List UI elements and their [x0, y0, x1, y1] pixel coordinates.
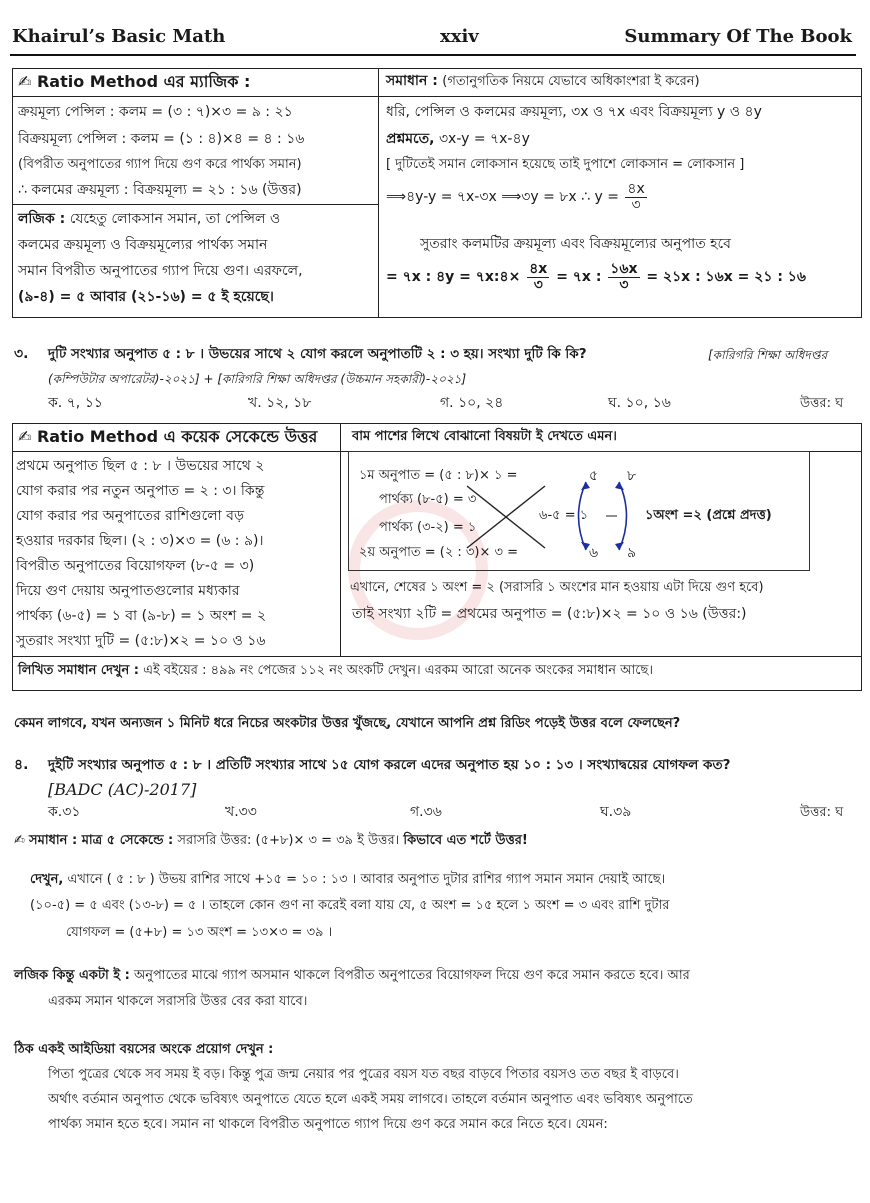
box1-logic-rule	[12, 204, 379, 205]
q4-option-d: ঘ.৩৯	[600, 804, 632, 820]
box2-left-line-4: হওয়ার দরকার ছিল। (২ : ৩)×৩ = (৬ : ৯)।	[16, 533, 264, 549]
box1-left-title: ✍ Ratio Method এর ম্যাজিক :	[18, 72, 251, 91]
logic-line-3: সমান বিপরীত অনুপাতের গ্যাপ দিয়ে গুণ। এরফলে,	[18, 263, 303, 279]
box2-left-line-8: সুতরাং সংখ্যা দুটি = (৫:৮)×২ = ১০ ও ১৬	[16, 633, 266, 649]
box1-right-line-5: সুতরাং কলমটির ক্রয়মূল্য এবং বিক্রয়মূল্যের অনুপাত হবে	[420, 236, 731, 252]
diagram-ratio-2: ২য় অনুপাত = (২ : ৩)× ৩ =	[359, 545, 518, 560]
box2-right-line-2: তাই সংখ্যা ২টি = প্রথমের অনুপাত = (৫:৮)×২ = ১০ ও ১৬ (উত্তর:)	[352, 606, 747, 622]
box1-divider	[378, 68, 379, 318]
box2-left-line-5: বিপরীত অনুপাতের বিয়োগফল (৮-৫ = ৩)	[16, 558, 255, 574]
page-header	[10, 24, 856, 56]
box1-left-line-1: ক্রয়মূল্য পেন্সিল : কলম = (৩ : ৭)×৩ = ৯ : ২১	[18, 104, 293, 120]
diagram-b2: ৯	[627, 545, 637, 561]
logic-line-2: কলমের ক্রয়মূল্য ও বিক্রয়মূল্যের পার্থক্য সমান	[18, 237, 268, 253]
box1-right-line-4: ⟹৪y-y = ৭x-৩x ⟹৩y = ৮x ∴ y = $\frac{৪x}{৩}$	[386, 181, 645, 214]
diagram-diff-1: পার্থক্য (৮-৫) = ৩	[379, 492, 477, 507]
q4-text: দুইটি সংখ্যার অনুপাত ৫ : ৮ । প্রতিটি সংখ্যার সাথে ১৫ যোগ করলে এদের অনুপাত হয় ১০ : ১৩ । সংখ্যাদ্বয়ের যোগফল কত?	[48, 757, 731, 773]
box2-footer: লিখিত সমাধান দেখুন : এই বইয়ের : ৪৯৯ নং পেজের ১১২ নং অংকটি দেখুন। এরকম আরো অনেক অংকের সমাধান আছে।	[18, 663, 654, 678]
box2-left-line-7: পার্থক্য (৬-৫) = ১ বা (৯-৮) = ১ অংশ = ২	[16, 608, 267, 624]
box1-left-line-3: (বিপরীত অনুপাতের গ্যাপ দিয়ে গুণ করে পার্থক্য সমান)	[18, 157, 302, 172]
age-title: ঠিক একই আইডিয়া বয়সের অংকে প্রয়োগ দেখুন :	[14, 1042, 274, 1057]
q3-option-c: গ. ১০, ২৪	[440, 395, 504, 411]
box1-left-line-4: ∴ কলমের ক্রয়মূল্য : বিক্রয়মূল্য = ২১ : ১৬ (উত্তর)	[18, 182, 302, 198]
q3-option-b: খ. ১২, ১৮	[248, 395, 312, 411]
q3-answer: উত্তর: ঘ	[800, 396, 844, 411]
q4-option-b: খ.৩৩	[225, 804, 257, 820]
box1-left-line-2: বিক্রয়মূল্য পেন্সিল : কলম = (১ : ৪)×৪ = ৪ : ১৬	[18, 131, 305, 147]
logic-line-1: লজিক : যেহেতু লোকসান সমান, তা পেন্সিল ও	[18, 211, 281, 227]
q3-source-1: [কারিগরি শিক্ষা অধিদপ্তর	[708, 348, 828, 362]
logic-line-4: (৯-৪) = ৫ আবার (২১-১৬) = ৫ ই হয়েছে।	[18, 289, 274, 305]
logic2-line-2: এরকম সমান থাকলে সরাসরি উত্তর বের করা যাবে।	[48, 994, 308, 1009]
q4-option-c: গ.৩৬	[410, 804, 442, 820]
box2-right-line-1: এখানে, শেষের ১ অংশ = ২ (সরাসরি ১ অংশের মান হওয়ায় এটা দিয়ে গুণ হবে)	[350, 580, 764, 595]
q3-number: ৩.	[14, 346, 29, 362]
q3-option-a: ক. ৭, ১১	[48, 395, 103, 411]
box1-right-line-6: = ৭x : ৪y = ৭x:৪× $\frac{৪x}{৩}$ = ৭x : $\frac{১৬x}{৩}$ = ২১x : ১৬x = ২১ : ১৬	[386, 261, 806, 294]
book-title: Khairul’s Basic Math	[12, 26, 226, 47]
box1-right-line-3: [ দুটিতেই সমান লোকসান হয়েছে তাই দুপাশে লোকসান = লোকসান ]	[386, 157, 745, 172]
age-line-1: পিতা পুত্রের থেকে সব সময় ই বড়। কিন্তু পুত্র জন্ম নেয়ার পর পুত্রের বয়স যত বছর বাড়বে পিতার বয়সও তত বছর ই বাড়বে।	[48, 1067, 679, 1082]
box2-divider	[340, 423, 341, 657]
q3-option-d: ঘ. ১০, ১৬	[608, 395, 671, 411]
diagram-mid: ৬-৫ = ১	[539, 508, 589, 523]
box2-footer-rule	[12, 656, 862, 657]
q4-number: ৪.	[14, 757, 29, 773]
logic2-line-1: লজিক কিন্তু একটা ই : অনুপাতের মাঝে গ্যাপ অসমান থাকলে বিপরীত অনুপাতের বিয়োগফল দিয়ে গুণ করে সমান করতে হবে। আর	[14, 968, 690, 983]
box2-left-line-2: যোগ করার পর নতুন অনুপাত = ২ : ৩। কিন্তু	[16, 483, 265, 499]
diagram-part: ১অংশ =২ (প্রশ্নে প্রদত্ত)	[645, 508, 772, 523]
q3-source-2: (কম্পিউটার অপারেটর)-২০২১] + [কারিগরি শিক্ষা অধিদপ্তর (উচ্চমান সহকারী)-২০২১]	[48, 372, 467, 386]
q4-option-a: ক.৩১	[48, 804, 81, 820]
diagram-ratio-1: ১ম অনুপাত = (৫ : ৮)× ১ =	[359, 468, 518, 483]
box2-left-line-1: প্রথমে অনুপাত ছিল ৫ : ৮ । উভয়ের সাথে ২	[16, 458, 265, 474]
q4-see-line-3: যোগফল = (৫+৮) = ১৩ অংশ = ১৩×৩ = ৩৯ ।	[66, 925, 333, 940]
q3-text: দুটি সংখ্যার অনুপাত ৫ : ৮ । উভয়ের সাথে ২ যোগ করলে অনুপাতটি ২ : ৩ হয়। সংখ্যা দুটি কি কি?	[48, 346, 587, 362]
pen-icon: ✍	[18, 427, 32, 446]
q4-solution: ✍ সমাধান : মাত্র ৫ সেকেন্ডে : সরাসরি উত্তর: (৫+৮)× ৩ = ৩৯ ই উত্তর। কিভাবে এত শর্টে উত্তর!	[14, 833, 528, 848]
ratio-diagram	[348, 451, 810, 571]
diagram-a1: ৫	[589, 468, 599, 484]
box1-right-line-2: প্রশ্নমতে, ৩x-y = ৭x-৪y	[386, 131, 530, 147]
q4-source: [BADC (AC)-2017]	[48, 780, 197, 799]
box1-right-line-1: ধরি, পেন্সিল ও কলমের ক্রয়মূল্য, ৩x ও ৭x এবং বিক্রয়মূল্য y ও ৪y	[386, 104, 762, 120]
age-line-3: পার্থক্য সমান হতে হবে। সমান না থাকলে বিপরীত অনুপাতে গ্যাপ দিয়ে গুণ করে সমান করে নিতে হবে। যেমন:	[48, 1117, 608, 1132]
q4-answer: উত্তর: ঘ	[800, 805, 844, 820]
q4-see-line-2: (১০-৫) = ৫ এবং (১৩-৮) = ৫ । তাহলে কোন গুণ না করেই বলা যায় যে, ৫ অংশ = ১৫ হলে ১ অংশ = ৩ এবং রাশি দুটার	[30, 898, 670, 913]
fraction-y: $\frac{৪x}{৩}$	[627, 181, 645, 214]
intro-line: কেমন লাগবে, যখন অন্যজন ১ মিনিট ধরে নিচের অংকটার উত্তর খুঁজছে, যেখানে আপনি প্রশ্ন রিডিং পড়েই উত্তর বলে ফেলছেন?	[14, 716, 681, 731]
box1-right-title: সমাধান : (গতানুগতিক নিয়মে যেভাবে অধিকাংশরা ই করেন)	[386, 73, 700, 89]
box2-right-title: বাম পাশের লিখে বোঝানো বিষয়টা ই দেখতে এমন।	[352, 429, 617, 444]
diagram-diff-2: পার্থক্য (৩-২) = ১	[379, 520, 477, 535]
box2-left-title: ✍ Ratio Method এ কয়েক সেকেন্ডে উত্তর	[18, 427, 318, 446]
box2-left-line-6: দিয়ে গুণ দেয়ায় অনুপাতগুলোর মধ্যকার	[16, 583, 240, 599]
fraction-16x: $\frac{১৬x}{৩}$	[610, 261, 638, 294]
box1-title-rule	[12, 96, 862, 97]
section-title: Summary Of The Book	[624, 26, 852, 47]
pen-icon: ✍	[14, 833, 25, 848]
page-number: xxiv	[440, 26, 479, 47]
diagram-a2: ৬	[589, 545, 599, 561]
box2-left-line-3: যোগ করার পর অনুপাতের রাশিগুলো বড়	[16, 508, 244, 524]
q4-see-line-1: দেখুন, এখানে ( ৫ : ৮ ) উভয় রাশির সাথে +১৫ = ১০ : ১৩ । আবার অনুপাত দুটার রাশির গ্যাপ সমান সমান দেয়াই আছে।	[30, 872, 666, 887]
logic-label: লজিক :	[18, 211, 66, 227]
diagram-b1: ৮	[627, 468, 637, 484]
pen-icon: ✍	[18, 72, 32, 91]
fraction-8x: $\frac{৪x}{৩}$	[529, 261, 548, 294]
age-line-2: অর্থাৎ বর্তমান অনুপাত থেকে ভবিষ্যৎ অনুপাতে যেতে হলে একই সময় লাগবে। তাহলে বর্তমান অনুপাত এবং ভবিষ্যৎ অনুপাতে	[48, 1092, 693, 1107]
